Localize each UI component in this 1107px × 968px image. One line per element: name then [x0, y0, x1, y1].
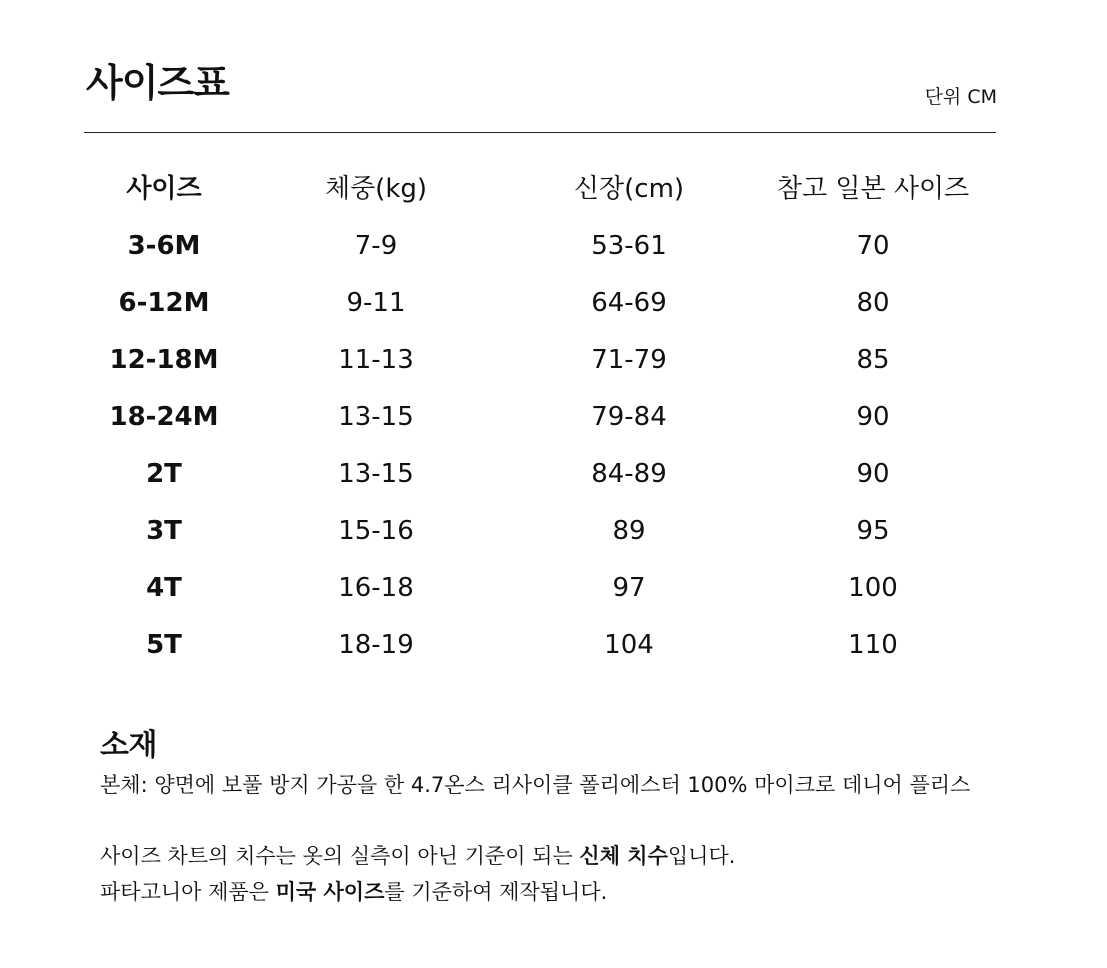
page-title: 사이즈표 — [86, 61, 229, 105]
note-text: 를 기준하여 제작됩니다. — [384, 880, 608, 904]
height-cell: 64-69 — [591, 287, 667, 318]
japan-size-cell: 70 — [856, 230, 890, 261]
height-cell: 104 — [604, 629, 654, 660]
weight-cell: 15-16 — [338, 515, 414, 546]
weight-cell: 9-11 — [346, 287, 406, 318]
height-cell: 89 — [612, 515, 646, 546]
note-text: 사이즈 차트의 치수는 옷의 실측이 아닌 기준이 되는 — [100, 844, 580, 868]
table-row — [84, 388, 996, 445]
table-row — [84, 559, 996, 616]
table-row — [84, 274, 996, 331]
table-row — [84, 616, 996, 673]
japan-size-cell: 100 — [848, 572, 898, 603]
unit-label: 단위 CM — [924, 86, 997, 108]
weight-column-header: 체중(kg) — [324, 173, 428, 204]
size-note-body-measurements — [100, 842, 735, 870]
title-divider — [84, 132, 996, 133]
size-chart-table — [84, 160, 996, 673]
japan-size-cell: 90 — [856, 401, 890, 432]
weight-cell: 16-18 — [338, 572, 414, 603]
table-row — [84, 217, 996, 274]
size-cell: 5T — [146, 629, 182, 660]
japan-size-cell: 90 — [856, 458, 890, 489]
size-cell: 4T — [146, 572, 182, 603]
table-header-row — [84, 160, 996, 217]
height-cell: 97 — [612, 572, 646, 603]
height-column-header: 신장(cm) — [573, 173, 685, 204]
size-cell: 3-6M — [127, 230, 201, 261]
material-heading: 소재 — [100, 728, 157, 763]
size-cell: 12-18M — [109, 344, 219, 375]
weight-cell: 13-15 — [338, 458, 414, 489]
size-note-us-sizing — [100, 878, 607, 906]
table-row — [84, 331, 996, 388]
table-row — [84, 502, 996, 559]
note-emphasis: 신체 치수 — [579, 844, 668, 868]
weight-cell: 7-9 — [354, 230, 398, 261]
height-cell: 53-61 — [591, 230, 667, 261]
japan-size-cell: 110 — [848, 629, 898, 660]
height-cell: 71-79 — [591, 344, 667, 375]
note-emphasis: 미국 사이즈 — [275, 880, 385, 904]
weight-cell: 11-13 — [338, 344, 414, 375]
japan-size-cell: 85 — [856, 344, 890, 375]
japan-size-cell: 95 — [856, 515, 890, 546]
size-chart-header — [84, 160, 996, 217]
size-cell: 2T — [146, 458, 182, 489]
size-cell: 3T — [146, 515, 182, 546]
note-text: 입니다. — [667, 844, 736, 868]
weight-cell: 13-15 — [338, 401, 414, 432]
size-cell: 18-24M — [109, 401, 219, 432]
height-cell: 79-84 — [591, 401, 667, 432]
material-description: 본체: 양면에 보풀 방지 가공을 한 4.7온스 리사이클 폴리에스터 100% 마이크로 데니어 플리스 — [100, 773, 971, 797]
height-cell: 84-89 — [591, 458, 667, 489]
table-row — [84, 445, 996, 502]
weight-cell: 18-19 — [338, 629, 414, 660]
japan-size-column-header: 참고 일본 사이즈 — [776, 173, 970, 204]
size-chart-body — [84, 217, 996, 673]
size-cell: 6-12M — [118, 287, 210, 318]
japan-size-cell: 80 — [856, 287, 890, 318]
size-column-header: 사이즈 — [126, 173, 202, 204]
note-text: 파타고니아 제품은 — [100, 880, 276, 904]
